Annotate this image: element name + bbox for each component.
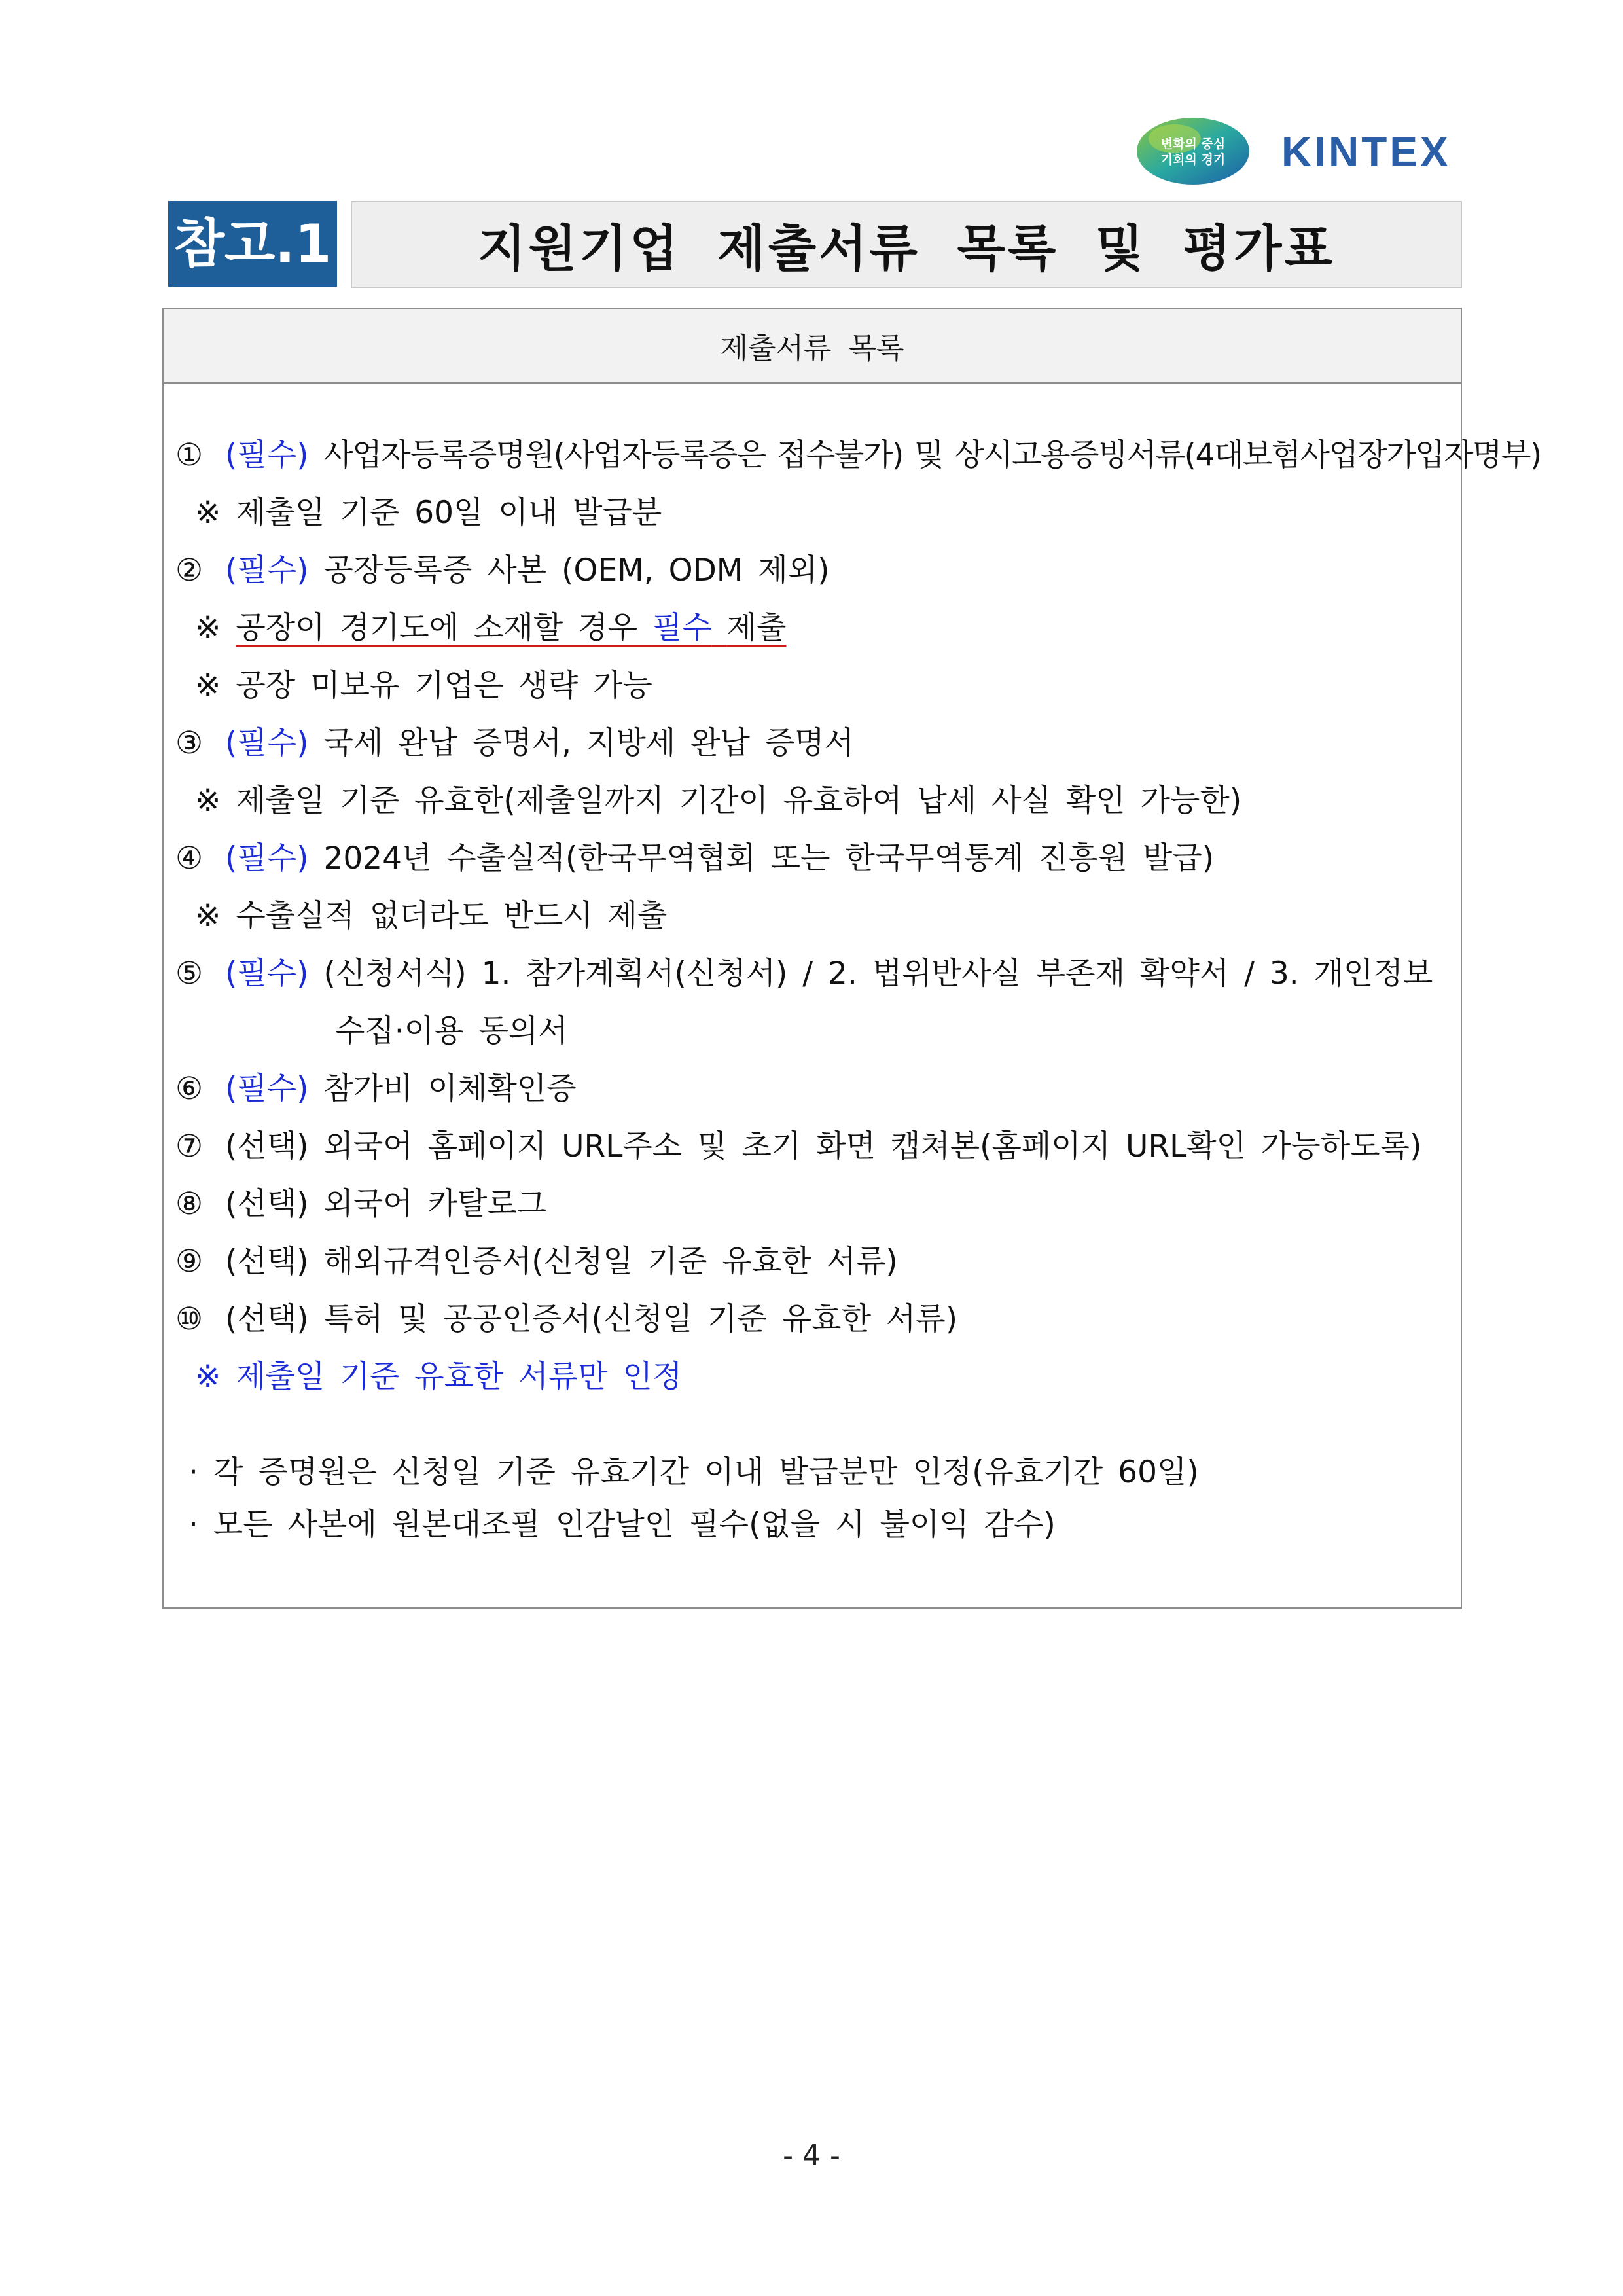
required-tag: (필수) bbox=[225, 552, 309, 588]
badge-line1: 변화의 중심 bbox=[1160, 137, 1226, 151]
list-item bbox=[175, 1060, 1449, 1118]
badge-line2: 기회의 경기 bbox=[1160, 152, 1226, 167]
item-number: ② bbox=[175, 552, 204, 588]
gyeonggi-logo-icon bbox=[1135, 117, 1251, 186]
item-text: 외국어 홈페이지 URL주소 및 초기 화면 캡쳐본(홈페이지 URL확인 가능하도록) bbox=[323, 1128, 1422, 1164]
item-text: 외국어 카탈로그 bbox=[323, 1186, 547, 1222]
spacer bbox=[175, 1406, 1449, 1446]
note-text: 공장이 경기도에 소재할 경우 bbox=[236, 610, 637, 646]
item-text: 국세 완납 증명서, 지방세 완납 증명서 bbox=[323, 725, 855, 761]
item-text: 해외규격인증서(신청일 기준 유효한 서류) bbox=[323, 1244, 898, 1280]
item-note: ※ 공장 미보유 기업은 생략 가능 bbox=[195, 668, 652, 704]
item-number: ⑩ bbox=[175, 1301, 204, 1337]
optional-tag: (선택) bbox=[225, 1186, 309, 1222]
kintex-logo: KINTEX bbox=[1281, 128, 1451, 175]
list-item bbox=[175, 1118, 1449, 1175]
list-item bbox=[175, 830, 1449, 888]
item-note: ※ 제출일 기준 유효한(제출일까지 기간이 유효하여 납세 사실 확인 가능한) bbox=[195, 783, 1242, 819]
item-text: 특허 및 공공인증서(신청일 기준 유효한 서류) bbox=[323, 1301, 958, 1337]
list-item bbox=[175, 945, 1449, 1003]
required-tag: (필수) bbox=[225, 840, 309, 876]
required-tag: (필수) bbox=[225, 1071, 309, 1107]
optional-tag: (선택) bbox=[225, 1128, 309, 1164]
gyeonggi-logo-badge bbox=[1135, 117, 1251, 186]
item-number: ③ bbox=[175, 725, 204, 761]
note-mark: ※ bbox=[195, 610, 221, 646]
reference-label: 참고.1 bbox=[168, 201, 337, 287]
document-list bbox=[175, 427, 1541, 1551]
list-item bbox=[175, 1291, 1449, 1348]
item-text: 사업자등록증명원(사업자등록증은 접수불가) 및 상시고용증빙서류(4대보험사업장가입자명부) bbox=[323, 437, 1541, 473]
list-item bbox=[175, 427, 1541, 484]
item-number: ④ bbox=[175, 840, 204, 876]
item-number: ⑧ bbox=[175, 1186, 204, 1222]
bullet-item: · 각 증명원은 신청일 기준 유효기간 이내 발급분만 인정(유효기간 60일) bbox=[188, 1454, 1199, 1490]
required-emphasis: 필수 bbox=[652, 610, 712, 646]
list-item bbox=[175, 1233, 1449, 1291]
item-text: 참가비 이체확인증 bbox=[323, 1071, 577, 1107]
item-note bbox=[175, 600, 1449, 657]
item-note: ※ 수출실적 없더라도 반드시 제출 bbox=[195, 898, 668, 934]
bullet-item: · 모든 사본에 원본대조필 인감날인 필수(없을 시 불이익 감수) bbox=[188, 1507, 1056, 1543]
item-note: ※ 제출일 기준 60일 이내 발급분 bbox=[195, 495, 662, 531]
item-text: 2024년 수출실적(한국무역협회 또는 한국무역통계 진흥원 발급) bbox=[323, 840, 1215, 876]
underlined-note bbox=[236, 610, 786, 646]
frame-header: 제출서류 목록 bbox=[164, 309, 1461, 384]
required-tag: (필수) bbox=[225, 956, 309, 992]
item-text: 공장등록증 사본 (OEM, ODM 제외) bbox=[323, 552, 830, 588]
item-note-blue: ※ 제출일 기준 유효한 서류만 인정 bbox=[195, 1359, 683, 1395]
note-text-end: 제출 bbox=[726, 610, 787, 646]
list-item bbox=[175, 542, 1449, 600]
item-number: ⑤ bbox=[175, 956, 204, 992]
item-continuation: 수집·이용 동의서 bbox=[335, 1013, 568, 1049]
document-list-frame bbox=[162, 308, 1541, 1609]
page-number: - 4 - bbox=[783, 2139, 840, 2172]
item-number: ⑥ bbox=[175, 1071, 204, 1107]
item-number: ⑦ bbox=[175, 1128, 204, 1164]
item-number: ⑨ bbox=[175, 1244, 204, 1280]
item-number: ① bbox=[175, 437, 204, 473]
required-tag: (필수) bbox=[225, 437, 309, 473]
title-box bbox=[351, 201, 1462, 288]
item-text: (신청서식) 1. 참가계획서(신청서) / 2. 법위반사실 부존재 확약서 / 3. 개인정보 bbox=[323, 956, 1433, 992]
optional-tag: (선택) bbox=[225, 1301, 309, 1337]
required-tag: (필수) bbox=[225, 725, 309, 761]
list-item bbox=[175, 715, 1449, 772]
optional-tag: (선택) bbox=[225, 1244, 309, 1280]
page-title: 지원기업 제출서류 목록 및 평가표 bbox=[478, 219, 1335, 278]
list-item bbox=[175, 1175, 1449, 1233]
